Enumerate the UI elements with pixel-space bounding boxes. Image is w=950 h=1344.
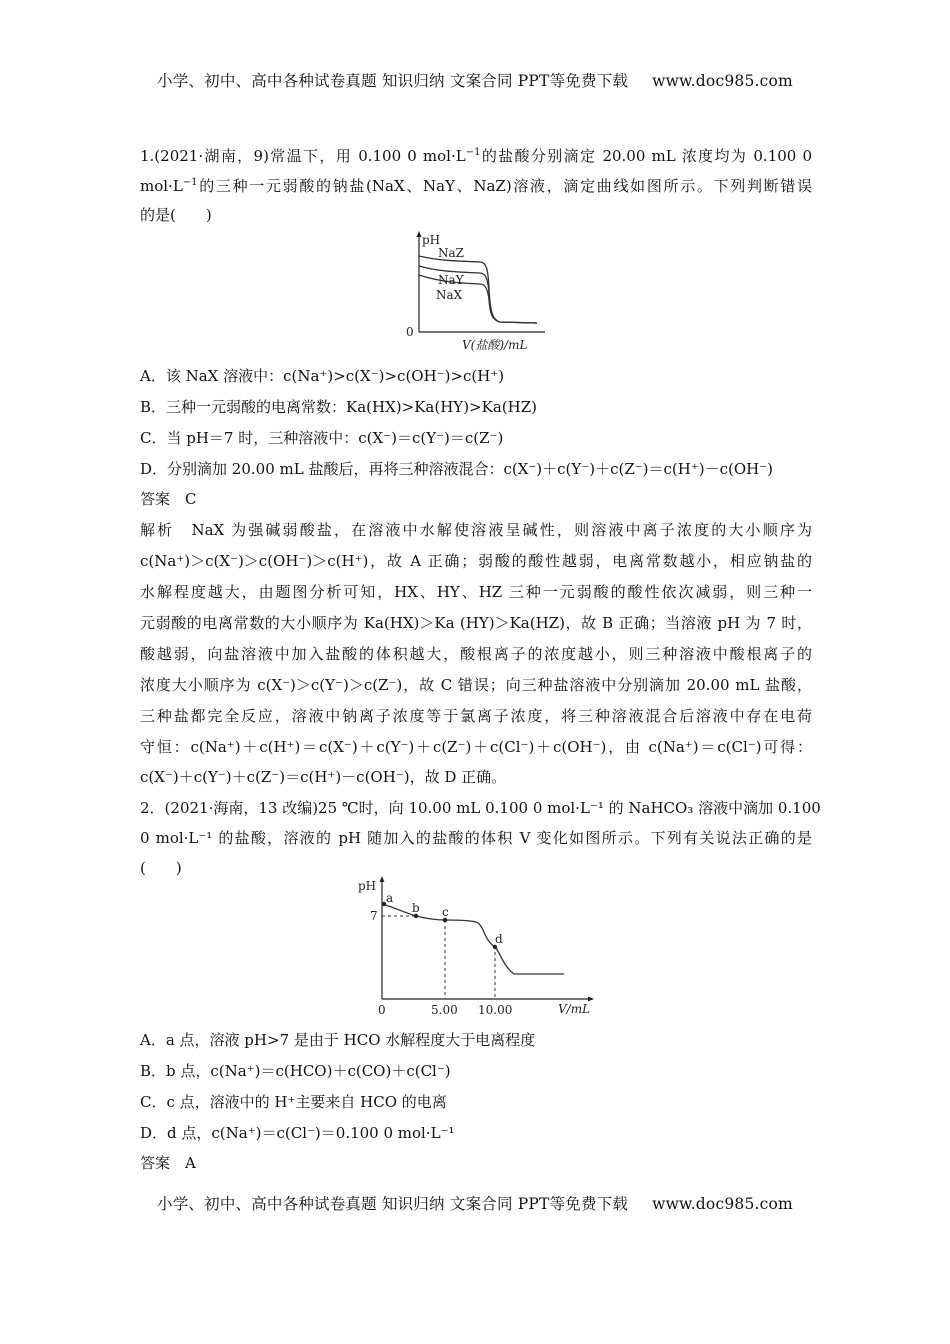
q1-analysis-line: 浓度大小顺序为 c(X⁻)＞c(Y⁻)＞c(Z⁻)，故 C 错误；向三种盐溶液中分别滴加 20.00 mL 盐酸， xyxy=(140,676,812,694)
q1-x-label: V(盐酸)/mL xyxy=(462,338,528,352)
q2-xtick-10: 10.00 xyxy=(478,1003,513,1017)
q1-titration-chart xyxy=(400,228,550,356)
page-footer xyxy=(0,1192,950,1214)
q1-label-nay: NaY xyxy=(438,273,464,287)
q2-curve xyxy=(382,904,564,974)
q1-analysis-line: 解析 NaX 为强碱弱酸盐，在溶液中水解使溶液呈碱性，则溶液中离子浓度的大小顺序为 xyxy=(140,521,812,539)
q2-label-d: d xyxy=(495,932,503,946)
q2-option-b: B．b 点，c(Na⁺)＝c(HCO)＋c(CO)＋c(Cl⁻) xyxy=(140,1062,451,1080)
q1-option-c: C．当 pH＝7 时，三种溶液中：c(X⁻)＝c(Y⁻)＝c(Z⁻) xyxy=(140,429,504,447)
q2-label-b: b xyxy=(412,901,420,915)
q2-answer: 答案 A xyxy=(140,1154,196,1172)
q2-stem-line2: 0 mol·L⁻¹ 的盐酸，溶液的 pH 随加入的盐酸的体积 V 变化如图所示。下列有关说法正确的是 xyxy=(140,829,812,847)
q2-origin: 0 xyxy=(378,1003,386,1017)
q1-option-d: D．分别滴加 20.00 mL 盐酸后，再将三种溶液混合：c(X⁻)＋c(Y⁻)＋c(Z⁻)＝c(H⁺)－c(OH⁻) xyxy=(140,460,774,478)
q1-analysis-line: c(Na⁺)＞c(X⁻)＞c(OH⁻)＞c(H⁺)，故 A 正确；弱酸的酸性越弱，电离常数越小，相应钠盐的 xyxy=(140,552,812,570)
footer-text: 小学、初中、高中各种试卷真题 知识归纳 文案合同 PPT等免费下载 xyxy=(157,1195,629,1213)
q1-stem-line3: 的是( ) xyxy=(140,206,212,224)
q2-label-c: c xyxy=(442,905,449,919)
q1-label-naz: NaZ xyxy=(438,246,464,260)
q2-label-a: a xyxy=(386,891,394,905)
q2-y-label: pH xyxy=(358,879,377,893)
q1-analysis-line: 守恒：c(Na⁺)＋c(H⁺)＝c(X⁻)＋c(Y⁻)＋c(Z⁻)＋c(Cl⁻)＋c(OH⁻)，由 c(Na⁺)＝c(Cl⁻)可得： xyxy=(140,738,812,756)
q2-option-a: A．a 点，溶液 pH>7 是由于 HCO 水解程度大于电离程度 xyxy=(140,1031,536,1049)
q1-analysis-line: 三种盐都完全反应，溶液中钠离子浓度等于氯离子浓度，将三种溶液混合后溶液中存在电荷 xyxy=(140,707,812,725)
footer-site: www.doc985.com xyxy=(652,1195,793,1213)
page-header xyxy=(0,69,950,91)
q2-titration-chart xyxy=(348,874,598,1022)
header-text: 小学、初中、高中各种试卷真题 知识归纳 文案合同 PPT等免费下载 xyxy=(157,72,629,90)
q1-label-nax: NaX xyxy=(436,288,463,302)
q1-origin: 0 xyxy=(406,325,414,339)
header-site: www.doc985.com xyxy=(652,72,793,90)
q2-ytick-7: 7 xyxy=(370,909,378,923)
q1-y-label: pH xyxy=(422,233,441,247)
q2-option-d: D．d 点，c(Na⁺)＝c(Cl⁻)＝0.100 0 mol·L⁻¹ xyxy=(140,1124,455,1142)
q1-analysis-line: 元弱酸的电离常数的大小顺序为 Ka(HX)＞Ka (HY)＞Ka(HZ)，故 B 正确；当溶液 pH 为 7 时， xyxy=(140,614,812,632)
q1-analysis-line: 水解程度越大，由题图分析可知，HX、HY、HZ 三种一元弱酸的酸性依次减弱，则三种一 xyxy=(140,583,812,601)
q2-xtick-5: 5.00 xyxy=(431,1003,458,1017)
q2-x-label: V/mL xyxy=(558,1002,591,1016)
q1-stem-line1: 1.(2021·湖南，9)常温下，用 0.100 0 $mol\cdot L^{-1}$的盐酸分别滴定 20.00 mL 浓度均为 0.100 0 xyxy=(140,147,812,165)
q2-stem-line1: 2．(2021·海南，13 改编)25 ℃时，向 10.00 mL 0.100 0 mol·L⁻¹ 的 NaHCO₃ 溶液中滴加 0.100 xyxy=(140,799,821,817)
q2-option-c: C．c 点，溶液中的 H⁺主要来自 HCO 的电离 xyxy=(140,1093,447,1111)
q1-analysis-line: 酸越弱，向盐溶液中加入盐酸的体积越大，酸根离子的浓度越小，则三种溶液中酸根离子的 xyxy=(140,645,812,663)
q2-stem-line3: ( ) xyxy=(140,859,182,877)
q1-option-a: A．该 NaX 溶液中：c(Na⁺)>c(X⁻)>c(OH⁻)>c(H⁺) xyxy=(140,367,505,385)
q1-stem-line2: $mol\cdot L^{-1}$的三种一元弱酸的钠盐(NaX、NaY、NaZ)溶液，滴定曲线如图所示。下列判断错误 xyxy=(140,177,812,195)
q1-answer: 答案 C xyxy=(140,490,197,508)
q1-analysis-line: c(X⁻)＋c(Y⁻)＋c(Z⁻)＝c(H⁺)－c(OH⁻)，故 D 正确。 xyxy=(140,768,507,786)
q1-option-b: B．三种一元弱酸的电离常数：Ka(HX)>Ka(HY)>Ka(HZ) xyxy=(140,398,537,416)
